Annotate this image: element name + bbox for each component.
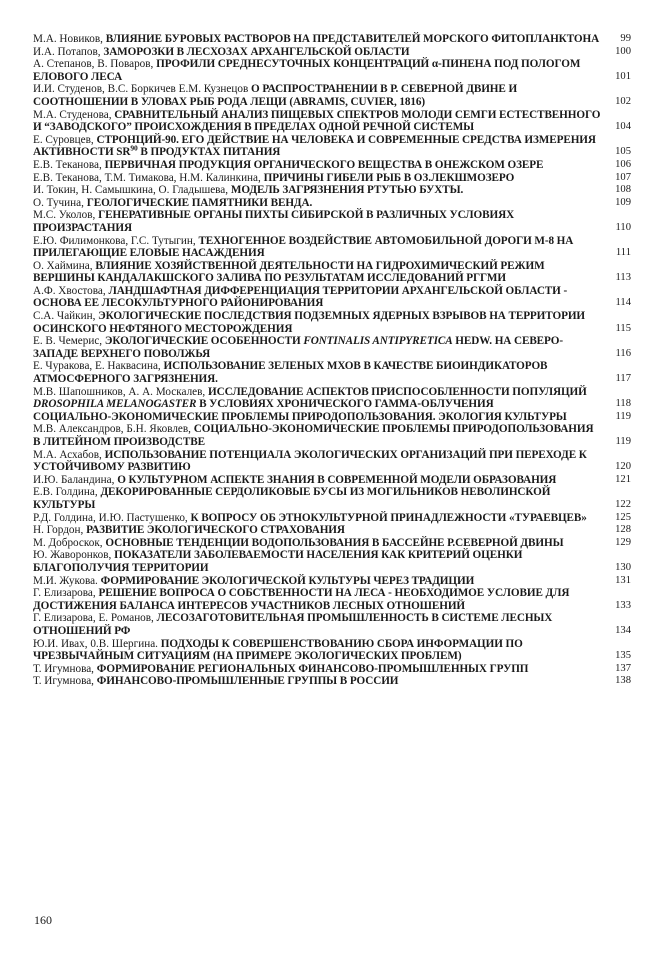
toc-entry-text	[33, 537, 603, 550]
entry-title: ИСПОЛЬЗОВАНИЕ ПОТЕНЦИАЛА ЭКОЛОГИЧЕСКИХ ОРГАНИЗАЦИЙ ПРИ ПЕРЕХОДЕ К УСТОЙЧИВОМУ РАЗВИТИЮ	[33, 448, 587, 474]
entry-title: СОЦИАЛЬНО-ЭКОНОМИЧЕСКИЕ ПРОБЛЕМЫ ПРИРОДОПОЛЬЗОВАНИЯ В ЛИТЕЙНОМ ПРОИЗВОДСТВЕ	[33, 423, 594, 448]
entry-page-number: 120	[615, 461, 631, 473]
toc-entry	[33, 335, 631, 360]
entry-title: О КУЛЬТУРНОМ АСПЕКТЕ ЗНАНИЯ В СОВРЕМЕННОЙ МОДЕЛИ ОБРАЗОВАНИЯ	[117, 473, 557, 486]
toc-entry-text	[33, 209, 603, 234]
toc-entry-text	[33, 159, 603, 172]
entry-page-number: 108	[615, 184, 631, 196]
entry-title: РАЗВИТИЕ ЭКОЛОГИЧЕСКОГО СТРАХОВАНИЯ	[86, 524, 345, 537]
entry-page-number: 125	[615, 511, 631, 523]
toc-entry-text	[33, 335, 603, 360]
toc-entry-text	[33, 474, 603, 487]
toc-entry-text	[33, 83, 603, 108]
entry-page-number: 107	[615, 171, 631, 183]
entry-authors: Ю.И. Ивах, 0.В. Шергина.	[33, 637, 158, 650]
toc-entry-text	[33, 134, 603, 159]
toc-entry	[33, 549, 631, 574]
entry-title: ДЕКОРИРОВАННЫЕ СЕРДОЛИКОВЫЕ БУСЫ ИЗ МОГИЛЬНИКОВ НЕВОЛИНСКОЙ КУЛЬТУРЫ	[33, 486, 551, 511]
entry-page-number: 119	[615, 410, 631, 422]
page-number: 160	[34, 913, 52, 927]
entry-authors: М.А. Студенова,	[33, 108, 112, 121]
entry-title: ВЛИЯНИЕ БУРОВЫХ РАСТВОРОВ НА ПРЕДСТАВИТЕЛЕЙ МОРСКОГО ФИТОПЛАНКТОНА	[105, 33, 600, 45]
entry-title-part: В ПРОДУКТАХ ПИТАНИЯ	[137, 146, 281, 159]
entry-page-number: 106	[615, 158, 631, 170]
entry-authors: Г. Елизарова, Е. Романов,	[33, 612, 154, 625]
entry-page-number: 129	[615, 536, 631, 548]
entry-page-number: 104	[615, 121, 631, 133]
entry-title: ГЕНЕРАТИВНЫЕ ОРГАНЫ ПИХТЫ СИБИРСКОЙ В РАЗЛИЧНЫХ УСЛОВИЯХ ПРОИЗРАСТАНИЯ	[33, 209, 515, 234]
toc-entry	[33, 172, 631, 185]
entry-title: К ВОПРОСУ ОБ ЭТНОКУЛЬТУРНОЙ ПРИНАДЛЕЖНОСТИ «ТУРАЕВЦЕВ»	[190, 511, 587, 524]
toc-entry-text	[33, 260, 603, 285]
entry-page-number: 122	[615, 498, 631, 510]
entry-title-part: В УСЛОВИЯХ ХРОНИЧЕСКОГО ГАММА-ОБЛУЧЕНИЯ	[196, 398, 494, 411]
toc-entry-text	[33, 663, 603, 676]
toc-entry-text	[33, 360, 603, 385]
entry-title: ЭКОЛОГИЧЕСКИЕ ПОСЛЕДСТВИЯ ПОДЗЕМНЫХ ЯДЕРНЫХ ВЗРЫВОВ НА ТЕРРИТОРИИ ОСИНСКОГО НЕФТЯНОГО МЕСТОРОЖДЕНИЯ	[33, 310, 586, 335]
entry-authors: Ю. Жаворонков,	[33, 549, 112, 562]
toc-entry	[33, 235, 631, 260]
entry-page-number: 109	[615, 196, 631, 208]
entry-page-number: 111	[615, 247, 631, 259]
entry-page-number: 100	[615, 45, 631, 57]
toc-entry	[33, 486, 631, 511]
toc-entry	[33, 46, 631, 59]
toc-entry	[33, 134, 631, 159]
toc-entry-text	[33, 638, 603, 663]
entry-authors: Е.В. Теканова, Т.М. Тимакова, Н.М. Калинкина,	[33, 171, 261, 184]
entry-authors: Р.Д. Голдина, И.Ю. Пастушенко,	[33, 511, 188, 524]
entry-title: ФОРМИРОВАНИЕ ЭКОЛОГИЧЕСКОЙ КУЛЬТУРЫ ЧЕРЕЗ ТРАДИЦИИ	[100, 574, 475, 587]
entry-title-part: СТРОНЦИЙ-90. ЕГО ДЕЙСТВИЕ НА ЧЕЛОВЕКА И СОВРЕМЕННЫЕ СРЕДСТВА ИЗМЕРЕНИЯ АКТИВНОСТИ SR	[33, 133, 596, 159]
entry-authors: А.Ф. Хвостова,	[33, 284, 106, 297]
entry-page-number: 137	[615, 662, 631, 674]
toc-entry	[33, 184, 631, 197]
table-of-contents	[33, 33, 631, 688]
toc-entry	[33, 197, 631, 210]
entry-authors: И.Ю. Баландина,	[33, 473, 115, 486]
entry-authors: М.А. Асхабов,	[33, 448, 102, 461]
toc-entry-text	[33, 587, 603, 612]
entry-title	[33, 134, 596, 159]
toc-entry-text	[33, 549, 603, 574]
toc-entry-text	[33, 46, 603, 59]
toc-entry	[33, 109, 631, 134]
entry-page-number: 134	[615, 624, 631, 636]
entry-page-number: 110	[615, 221, 631, 233]
entry-page-number: 116	[615, 347, 631, 359]
entry-authors: Н. Гордон,	[33, 524, 84, 537]
toc-entry	[33, 360, 631, 385]
entry-title: СРАВНИТЕЛЬНЫЙ АНАЛИЗ ПИЩЕВЫХ СПЕКТРОВ МОЛОДИ СЕМГИ ЕСТЕСТВЕННОГО И “ЗАВОДСКОГО” ПРОИСХОЖДЕНИЯ В ПРЕДЕЛАХ ОДНОЙ РЕЧНОЙ СИСТЕМЫ	[33, 108, 601, 134]
entry-title: ПОДХОДЫ К СОВЕРШЕНСТВОВАНИЮ СБОРА ИНФОРМАЦИИ ПО ЧРЕЗВЫЧАЙНЫМ СИТУАЦИЯМ (НА ПРИМЕРЕ ЭКОЛОГИЧЕСКИХ ПРОБЛЕМ)	[33, 637, 523, 663]
entry-page-number: 114	[615, 297, 631, 309]
entry-title: ГЕОЛОГИЧЕСКИЕ ПАМЯТНИКИ ВЕНДА.	[86, 196, 313, 209]
toc-entry	[33, 449, 631, 474]
entry-authors: Т. Игумнова,	[33, 662, 94, 675]
entry-title: МОДЕЛЬ ЗАГРЯЗНЕНИЯ РТУТЬЮ БУХТЫ.	[230, 184, 464, 197]
entry-title: ФИНАНСОВО-ПРОМЫШЛЕННЫЕ ГРУППЫ В РОССИИ	[96, 675, 399, 688]
entry-page-number: 115	[615, 322, 631, 334]
toc-entry	[33, 474, 631, 487]
entry-page-number: 117	[615, 373, 631, 385]
toc-entry-text	[33, 109, 603, 134]
entry-authors: М.А. Новиков,	[33, 33, 103, 45]
toc-entry-text	[33, 58, 603, 83]
entry-authors: Т. Игумнова,	[33, 675, 94, 688]
entry-authors: Е. Чуракова, Е. Наквасина,	[33, 360, 161, 373]
entry-title: ВЛИЯНИЕ ХОЗЯЙСТВЕННОЙ ДЕЯТЕЛЬНОСТИ НА ГИДРОХИМИЧЕСКИЙ РЕЖИМ ВЕРШИНЫ КАНДАЛАКШСКОГО ЗАЛИВА ПО РЕЗУЛЬТАТАМ ИССЛЕДОВАНИЙ РГГМИ	[33, 259, 545, 285]
entry-title: ЗАМОРОЗКИ В ЛЕСХОЗАХ АРХАНГЕЛЬСКОЙ ОБЛАСТИ	[103, 45, 410, 58]
entry-title: ОСНОВНЫЕ ТЕНДЕНЦИИ ВОДОПОЛЬЗОВАНИЯ В БАССЕЙНЕ Р.СЕВЕРНОЙ ДВИНЫ	[105, 536, 564, 549]
entry-page-number: 118	[615, 398, 631, 410]
entry-authors: Е. Суровцев,	[33, 133, 94, 146]
entry-authors: О. Тучина,	[33, 196, 84, 209]
toc-entry-text	[33, 172, 603, 185]
toc-entry-text	[33, 235, 603, 260]
entry-page-number: 101	[615, 70, 631, 82]
toc-entry	[33, 260, 631, 285]
toc-entry-text	[33, 197, 603, 210]
entry-page-number: 138	[615, 675, 631, 687]
toc-entry-text	[33, 524, 603, 537]
toc-entry-text	[33, 285, 603, 310]
entry-title-part: ИССЛЕДОВАНИЕ АСПЕКТОВ ПРИСПОСОБЛЕННОСТИ ПОПУЛЯЦИЙ	[208, 385, 587, 398]
entry-page-number: 113	[615, 272, 631, 284]
entry-authors: М.В. Александров, Б.Н. Яковлев,	[33, 423, 191, 436]
entry-title: ЛЕСОЗАГОТОВИТЕЛЬНАЯ ПРОМЫШЛЕННОСТЬ В СИСТЕМЕ ЛЕСНЫХ ОТНОШЕНИЙ РФ	[33, 612, 553, 637]
entry-page-number: 105	[615, 146, 631, 158]
entry-title: ПОКАЗАТЕЛИ ЗАБОЛЕВАЕМОСТИ НАСЕЛЕНИЯ КАК КРИТЕРИЙ ОЦЕНКИ БЛАГОПОЛУЧИЯ ТЕРРИТОРИИ	[33, 549, 523, 574]
entry-title: ПРИЧИНЫ ГИБЕЛИ РЫБ В ОЗ.ЛЕКШМОЗЕРО	[263, 171, 515, 184]
toc-entry	[33, 512, 631, 525]
entry-title: ПРОФИЛИ СРЕДНЕСУТОЧНЫХ КОНЦЕНТРАЦИЙ α-ПИНЕНА ПОД ПОЛОГОМ ЕЛОВОГО ЛЕСА	[33, 58, 581, 83]
entry-page-number: 102	[615, 95, 631, 107]
toc-entry-text	[33, 449, 603, 474]
toc-entry	[33, 285, 631, 310]
entry-page-number: 119	[615, 436, 631, 447]
entry-authors: И.И. Студенов, В.С. Боркичев Е.М. Кузнецов	[33, 83, 249, 96]
toc-entry-text	[33, 675, 603, 688]
entry-title: О РАСПРОСТРАНЕНИИ В Р. СЕВЕРНОЙ ДВИНЕ И СООТНОШЕНИИ В УЛОВАХ РЫБ РОДА ЛЕЩИ (ABRAMIS, CUVIER, 1816)	[33, 83, 518, 108]
entry-authors: Г. Елизарова,	[33, 587, 96, 600]
entry-authors: М.С. Уколов,	[33, 209, 96, 222]
entry-title-species: FONTINALIS ANTIPYRETICA	[303, 335, 453, 348]
toc-entry-text	[33, 612, 603, 637]
toc-entry-text	[33, 512, 603, 525]
entry-title: ПЕРВИЧНАЯ ПРОДУКЦИЯ ОРГАНИЧЕСКОГО ВЕЩЕСТВА В ОНЕЖСКОМ ОЗЕРЕ	[104, 158, 544, 171]
toc-entry-text	[33, 33, 603, 46]
entry-authors: М. Доброскок,	[33, 536, 103, 549]
entry-authors: Е.В. Теканова,	[33, 158, 102, 171]
entry-page-number: 121	[615, 473, 631, 485]
entry-authors: Е.В. Голдина,	[33, 486, 98, 499]
entry-page-number: 133	[615, 599, 631, 611]
entry-title: ИСПОЛЬЗОВАНИЕ ЗЕЛЕНЫХ МХОВ В КАЧЕСТВЕ БИОИНДИКАТОРОВ АТМОСФЕРНОГО ЗАГРЯЗНЕНИЯ.	[33, 360, 548, 386]
toc-entry	[33, 386, 631, 411]
entry-authors: М.В. Шапошников, А. А. Москалев,	[33, 385, 206, 398]
toc-entry	[33, 159, 631, 172]
toc-entry-text	[33, 411, 603, 424]
entry-title	[33, 335, 563, 360]
entry-title-species: DROSOPHILA MELANOGASTER	[33, 398, 197, 411]
entry-authors: И.А. Потапов,	[33, 45, 101, 58]
toc-entry-text	[33, 386, 603, 411]
toc-entry	[33, 423, 631, 448]
entry-title: ЛАНДШАФТНАЯ ДИФФЕРЕНЦИАЦИЯ ТЕРРИТОРИИ АРХАНГЕЛЬСКОЙ ОБЛАСТИ - ОСНОВА ЕЕ ЛЕСОКУЛЬТУРНОГО РАЙОНИРОВАНИЯ	[33, 284, 568, 310]
toc-entry-text	[33, 486, 603, 511]
toc-entry	[33, 663, 631, 676]
entry-title-part: HEDW. НА СЕВЕРО-ЗАПАДЕ ВЕРХНЕГО ПОВОЛЖЬЯ	[33, 335, 563, 360]
toc-entry	[33, 411, 631, 424]
toc-entry	[33, 612, 631, 637]
entry-page-number: 130	[615, 561, 631, 573]
toc-entry	[33, 587, 631, 612]
toc-entry	[33, 310, 631, 335]
entry-authors: И. Токин, Н. Самышкина, О. Гладышева,	[33, 184, 229, 197]
entry-authors: О. Хаймина,	[33, 259, 93, 272]
toc-entry	[33, 209, 631, 234]
entry-authors: А. Степанов, В. Поваров,	[33, 58, 154, 71]
entry-authors: Е. В. Чемерис,	[33, 335, 103, 348]
toc-entry	[33, 33, 631, 46]
entry-authors: Е.Ю. Филимонкова, Г.С. Тутыгин,	[33, 234, 196, 247]
toc-entry	[33, 575, 631, 588]
entry-page-number: 99	[620, 33, 631, 44]
entry-title-part: ЭКОЛОГИЧЕСКИЕ ОСОБЕННОСТИ	[104, 335, 304, 348]
toc-entry	[33, 675, 631, 688]
toc-entry	[33, 524, 631, 537]
toc-entry-text	[33, 184, 603, 197]
entry-title: ФОРМИРОВАНИЕ РЕГИОНАЛЬНЫХ ФИНАНСОВО-ПРОМЫШЛЕННЫХ ГРУПП	[96, 662, 529, 675]
toc-entry-text	[33, 575, 603, 588]
toc-entry	[33, 83, 631, 108]
entry-title: РЕШЕНИЕ ВОПРОСА О СОБСТВЕННОСТИ НА ЛЕСА - НЕОБХОДИМОЕ УСЛОВИЕ ДЛЯ ДОСТИЖЕНИЯ БАЛАНСА ИНТЕРЕСОВ УЧАСТНИКОВ ЛЕСНЫХ ОТНОШЕНИЙ	[33, 587, 570, 612]
entry-page-number: 131	[615, 574, 631, 586]
toc-entry	[33, 58, 631, 83]
toc-entry	[33, 638, 631, 663]
entry-page-number: 128	[615, 524, 631, 536]
entry-title: ТЕХНОГЕННОЕ ВОЗДЕЙСТВИЕ АВТОМОБИЛЬНОЙ ДОРОГИ М-8 НА ПРИЛЕГАЮЩИЕ ЕЛОВЫЕ НАСАЖДЕНИЯ	[33, 234, 574, 260]
entry-title: СОЦИАЛЬНО-ЭКОНОМИЧЕСКИЕ ПРОБЛЕМЫ ПРИРОДОПОЛЬЗОВАНИЯ. ЭКОЛОГИЯ КУЛЬТУРЫ	[33, 410, 567, 423]
entry-authors: С.А. Чайкин,	[33, 310, 96, 323]
entry-title-superscript: 90	[130, 143, 138, 153]
entry-page-number: 135	[615, 650, 631, 662]
entry-authors: М.И. Жукова.	[33, 574, 98, 587]
toc-entry-text	[33, 310, 603, 335]
toc-entry	[33, 537, 631, 550]
toc-entry-text	[33, 423, 603, 448]
